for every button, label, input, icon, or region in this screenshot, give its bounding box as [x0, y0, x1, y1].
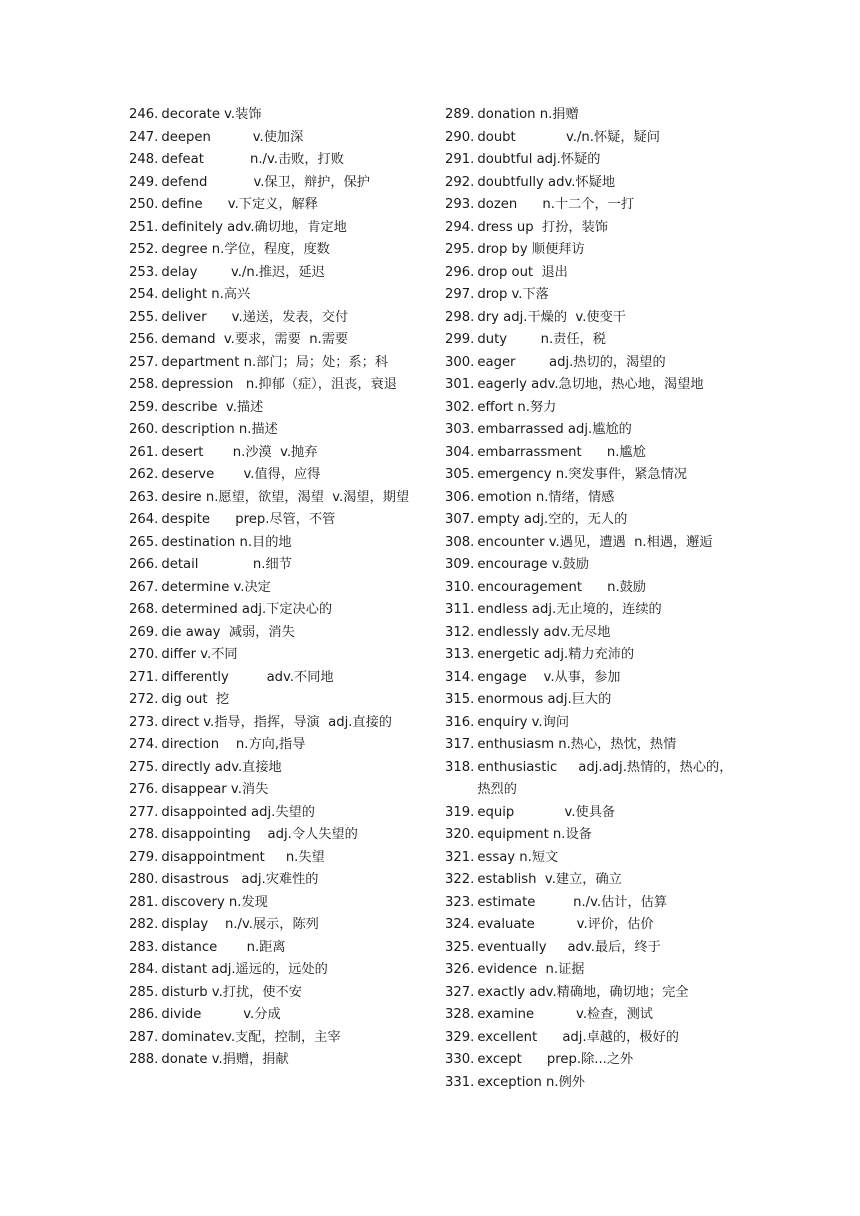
entry-text: discovery n.发现	[161, 894, 268, 910]
entry-text: doubtfully adv.怀疑地	[477, 174, 616, 190]
entry-number: 293.	[445, 197, 475, 212]
entry-number: 311.	[445, 602, 475, 617]
vocab-entry	[129, 172, 429, 195]
vocab-entry	[445, 284, 745, 307]
vocab-entry	[445, 172, 745, 195]
entry-number: 262.	[129, 467, 159, 482]
entry-number: 290.	[445, 129, 475, 145]
entry-text: description n.描述	[161, 422, 278, 437]
vocab-entry	[445, 194, 745, 217]
vocab-entry	[445, 419, 745, 442]
vocab-entry	[129, 667, 429, 690]
entry-number: 304.	[445, 444, 475, 460]
vocab-entry	[129, 487, 429, 510]
entry-number: 295.	[445, 242, 475, 257]
entry-text: excellent adj.卓越的，极好的	[477, 1029, 679, 1045]
entry-number: 315.	[445, 692, 475, 707]
entry-text: defeat n./v.击败，打败	[161, 152, 344, 167]
vocab-entry	[129, 397, 429, 420]
entry-number: 329.	[445, 1029, 475, 1045]
vocab-entry	[445, 442, 745, 465]
entry-number: 285.	[129, 984, 159, 1000]
entry-text: donation n.捐赠	[477, 107, 579, 122]
right-column	[445, 104, 745, 1094]
entry-text: divide v.分成	[161, 1007, 281, 1022]
vocab-entry	[129, 914, 429, 937]
entry-number: 297.	[445, 287, 475, 302]
entry-number: 291.	[445, 152, 475, 167]
vocab-entry	[129, 599, 429, 622]
entry-text: delight n.高兴	[161, 287, 251, 302]
entry-number: 274.	[129, 737, 159, 752]
entry-number: 247.	[129, 129, 159, 145]
entry-number: 270.	[129, 647, 159, 662]
vocab-entry	[445, 329, 745, 352]
entry-text: direct v.指导，指挥，导演 adj.直接的	[161, 714, 392, 730]
entry-number: 287.	[129, 1029, 159, 1045]
vocab-entry	[445, 127, 745, 150]
entry-text: enormous adj.巨大的	[477, 692, 612, 707]
entry-number: 284.	[129, 962, 159, 977]
vocab-entry	[129, 329, 429, 352]
vocab-entry	[445, 554, 745, 577]
entry-number: 273.	[129, 714, 159, 730]
entry-text: exactly adv.精确地，确切地；完全	[477, 984, 689, 1000]
vocab-entry	[445, 1072, 745, 1095]
entry-text: desire n.愿望，欲望，渴望 v.渴望，期望	[161, 489, 410, 505]
vocab-entry	[129, 847, 429, 870]
vocab-entry	[129, 982, 429, 1005]
entry-number: 303.	[445, 422, 475, 437]
entry-number: 323.	[445, 894, 475, 910]
entry-number: 326.	[445, 962, 475, 977]
vocab-entry	[129, 869, 429, 892]
entry-text: describe v.描述	[161, 399, 264, 415]
entry-number: 308.	[445, 534, 475, 550]
entry-text: drop by 顺便拜访	[477, 242, 585, 257]
vocab-entry	[445, 1027, 745, 1050]
entry-number: 312.	[445, 624, 475, 640]
entry-number: 313.	[445, 647, 475, 662]
entry-text: disappointment n.失望	[161, 849, 325, 865]
entry-text: enquiry v.询问	[477, 714, 570, 730]
entry-number: 283.	[129, 939, 159, 955]
vocab-entry	[129, 802, 429, 825]
entry-text: estimate n./v.估计，估算	[477, 894, 668, 910]
entry-text: essay n.短文	[477, 849, 559, 865]
entry-number: 298.	[445, 309, 475, 325]
entry-number: 254.	[129, 287, 159, 302]
entry-number: 328.	[445, 1007, 475, 1022]
entry-number: 320.	[445, 827, 475, 842]
entry-text: except prep.除...之外	[477, 1052, 634, 1067]
vocab-entry	[445, 397, 745, 420]
entry-number: 251.	[129, 219, 159, 235]
vocab-entry	[445, 712, 745, 735]
entry-number: 294.	[445, 219, 475, 235]
entry-text: doubt v./n.怀疑，疑问	[477, 129, 660, 145]
entry-text: encounter v.遇见，遭遇 n.相遇，邂逅	[477, 534, 713, 550]
entry-number: 322.	[445, 872, 475, 887]
entry-text: distance n.距离	[161, 939, 286, 955]
vocab-entry	[445, 217, 745, 240]
entry-number: 280.	[129, 872, 159, 887]
vocab-entry	[445, 757, 745, 802]
entry-text: delay v./n.推迟，延迟	[161, 264, 325, 280]
vocab-entry	[129, 622, 429, 645]
entry-number: 276.	[129, 782, 159, 797]
entry-text: distant adj.遥远的，远处的	[161, 962, 328, 977]
entry-text: establish v.建立，确立	[477, 872, 622, 887]
entry-number: 314.	[445, 669, 475, 685]
entry-text: die away 减弱，消失	[161, 624, 295, 640]
vocab-entry	[129, 577, 429, 600]
entry-text: display n./v.展示，陈列	[161, 917, 319, 932]
entry-number: 252.	[129, 242, 159, 257]
entry-text: defend v.保卫，辩护，保护	[161, 174, 370, 190]
vocab-entry	[445, 982, 745, 1005]
entry-text: destination n.目的地	[161, 534, 292, 550]
entry-number: 307.	[445, 512, 475, 527]
vocab-entry	[445, 847, 745, 870]
entry-text: eventually adv.最后，终于	[477, 939, 661, 955]
entry-text: disappear v.消失	[161, 782, 269, 797]
entry-number: 271.	[129, 669, 159, 685]
entry-text: dry adj.干燥的 v.使变干	[477, 309, 626, 325]
entry-number: 267.	[129, 579, 159, 595]
entry-number: 324.	[445, 917, 475, 932]
entry-text: enthusiastic adj.adj.热情的，热心的，热烈的	[477, 759, 733, 797]
entry-text: disastrous adj.灾难性的	[161, 872, 319, 887]
entry-text: empty adj.空的，无人的	[477, 512, 628, 527]
entry-number: 288.	[129, 1052, 159, 1067]
entry-number: 301.	[445, 377, 475, 392]
vocab-entry	[129, 509, 429, 532]
entry-number: 256.	[129, 332, 159, 347]
entry-text: equipment n.设备	[477, 827, 592, 842]
entry-number: 275.	[129, 759, 159, 775]
entry-text: decorate v.装饰	[161, 107, 262, 122]
left-column	[129, 104, 429, 1072]
entry-number: 289.	[445, 107, 475, 122]
vocab-entry	[129, 104, 429, 127]
entry-text: desert n.沙漠 v.抛弃	[161, 444, 318, 460]
vocab-entry	[445, 374, 745, 397]
vocab-entry	[129, 689, 429, 712]
entry-text: directly adv.直接地	[161, 759, 282, 775]
entry-number: 266.	[129, 557, 159, 572]
vocab-entry	[445, 352, 745, 375]
vocab-entry	[129, 734, 429, 757]
vocab-entry	[129, 442, 429, 465]
entry-text: eagerly adv.急切地，热心地，渴望地	[477, 377, 704, 392]
vocab-entry	[445, 802, 745, 825]
vocab-entry	[445, 892, 745, 915]
entry-text: deserve v.值得，应得	[161, 467, 321, 482]
entry-number: 264.	[129, 512, 159, 527]
vocab-entry	[129, 824, 429, 847]
entry-number: 259.	[129, 399, 159, 415]
entry-number: 258.	[129, 377, 159, 392]
vocab-entry	[129, 352, 429, 375]
entry-text: evaluate v.评价，估价	[477, 917, 654, 932]
vocab-entry	[129, 307, 429, 330]
entry-number: 253.	[129, 264, 159, 280]
entry-text: direction n.方向,指导	[161, 737, 306, 752]
vocab-entry	[129, 127, 429, 150]
vocab-entry	[445, 509, 745, 532]
entry-number: 246.	[129, 107, 159, 122]
entry-text: enthusiasm n.热心，热忱，热情	[477, 737, 677, 752]
entry-number: 257.	[129, 354, 159, 370]
entry-number: 286.	[129, 1007, 159, 1022]
entry-text: differ v.不同	[161, 647, 238, 662]
vocab-entry	[129, 194, 429, 217]
vocab-entry	[445, 644, 745, 667]
entry-text: differently adv.不同地	[161, 669, 334, 685]
vocab-entry	[445, 239, 745, 262]
entry-text: examine v.检查，测试	[477, 1007, 653, 1022]
entry-text: embarrassed adj.尴尬的	[477, 422, 632, 437]
entry-number: 306.	[445, 489, 475, 505]
entry-text: determine v.决定	[161, 579, 271, 595]
entry-number: 296.	[445, 264, 475, 280]
entry-text: donate v.捐赠，捐献	[161, 1052, 289, 1067]
vocab-entry	[445, 937, 745, 960]
vocab-entry	[445, 464, 745, 487]
entry-number: 279.	[129, 849, 159, 865]
entry-text: disappointed adj.失望的	[161, 804, 315, 820]
entry-number: 316.	[445, 714, 475, 730]
vocab-entry	[129, 239, 429, 262]
entry-text: energetic adj.精力充沛的	[477, 647, 635, 662]
entry-text: dozen n.十二个，一打	[477, 197, 635, 212]
entry-number: 317.	[445, 737, 475, 752]
vocab-entry	[129, 217, 429, 240]
vocab-entry	[129, 464, 429, 487]
entry-text: drop out 退出	[477, 264, 568, 280]
entry-number: 250.	[129, 197, 159, 212]
vocab-entry	[445, 667, 745, 690]
vocab-entry	[445, 149, 745, 172]
entry-number: 302.	[445, 399, 475, 415]
entry-text: department n.部门；局；处；系；科	[161, 354, 389, 370]
vocab-entry	[445, 487, 745, 510]
vocab-entry	[129, 284, 429, 307]
vocab-entry	[129, 779, 429, 802]
entry-text: disturb v.打扰，使不安	[161, 984, 302, 1000]
entry-number: 261.	[129, 444, 159, 460]
entry-text: depression n.抑郁（症），沮丧，衰退	[161, 377, 397, 392]
vocab-entry	[129, 554, 429, 577]
entry-number: 278.	[129, 827, 159, 842]
entry-text: despite prep.尽管，不管	[161, 512, 336, 527]
entry-number: 248.	[129, 152, 159, 167]
entry-number: 327.	[445, 984, 475, 1000]
entry-text: equip v.使具备	[477, 804, 616, 820]
entry-number: 319.	[445, 804, 475, 820]
vocab-entry	[445, 532, 745, 555]
vocab-entry	[445, 869, 745, 892]
entry-number: 331.	[445, 1074, 475, 1090]
entry-text: drop v.下落	[477, 287, 549, 302]
entry-number: 299.	[445, 332, 475, 347]
entry-number: 292.	[445, 174, 475, 190]
entry-number: 325.	[445, 939, 475, 955]
entry-text: dress up 打扮，装饰	[477, 219, 608, 235]
vocab-entry	[129, 959, 429, 982]
entry-number: 310.	[445, 579, 475, 595]
vocab-entry	[129, 532, 429, 555]
entry-text: disappointing adj.令人失望的	[161, 827, 358, 842]
entry-text: emergency n.突发事件，紧急情况	[477, 467, 687, 482]
vocab-entry	[129, 1049, 429, 1072]
entry-text: encourage v.鼓励	[477, 557, 590, 572]
vocab-entry	[129, 892, 429, 915]
entry-text: define v.下定义，解释	[161, 197, 318, 212]
entry-number: 321.	[445, 849, 475, 865]
vocab-entry	[129, 262, 429, 285]
entry-number: 265.	[129, 534, 159, 550]
vocab-entry	[445, 599, 745, 622]
entry-text: definitely adv.确切地，肯定地	[161, 219, 347, 235]
vocab-entry	[445, 622, 745, 645]
entry-number: 255.	[129, 309, 159, 325]
vocab-entry	[445, 914, 745, 937]
vocab-entry	[445, 262, 745, 285]
entry-text: endless adj.无止境的，连续的	[477, 602, 662, 617]
vocab-entry	[129, 149, 429, 172]
entry-text: degree n.学位，程度，度数	[161, 242, 330, 257]
vocab-entry	[129, 374, 429, 397]
vocab-entry	[129, 1004, 429, 1027]
vocab-entry	[129, 644, 429, 667]
entry-number: 318.	[445, 759, 475, 775]
entry-text: doubtful adj.怀疑的	[477, 152, 601, 167]
vocab-entry	[445, 959, 745, 982]
entry-number: 277.	[129, 804, 159, 820]
entry-number: 249.	[129, 174, 159, 190]
entry-text: eager adj.热切的，渴望的	[477, 354, 666, 370]
entry-text: deliver v.递送，发表，交付	[161, 309, 349, 325]
vocab-entry	[445, 577, 745, 600]
entry-number: 282.	[129, 917, 159, 932]
entry-number: 260.	[129, 422, 159, 437]
entry-text: endlessly adv.无尽地	[477, 624, 611, 640]
entry-number: 309.	[445, 557, 475, 572]
vocab-entry	[445, 1049, 745, 1072]
vocab-entry	[445, 1004, 745, 1027]
entry-number: 305.	[445, 467, 475, 482]
entry-number: 272.	[129, 692, 159, 707]
entry-text: dominatev.支配，控制，主宰	[161, 1029, 341, 1045]
vocab-entry	[129, 937, 429, 960]
entry-text: exception n.例外	[477, 1074, 585, 1090]
vocab-entry	[445, 689, 745, 712]
vocab-entry	[129, 419, 429, 442]
entry-text: dig out 挖	[161, 692, 230, 707]
vocab-entry	[129, 712, 429, 735]
entry-number: 268.	[129, 602, 159, 617]
entry-text: engage v.从事，参加	[477, 669, 621, 685]
entry-text: detail n.细节	[161, 557, 292, 572]
vocab-entry	[445, 307, 745, 330]
vocab-entry	[445, 734, 745, 757]
entry-text: effort n.努力	[477, 399, 557, 415]
vocab-entry	[129, 1027, 429, 1050]
vocab-entry	[445, 104, 745, 127]
entry-number: 300.	[445, 354, 475, 370]
vocab-entry	[445, 824, 745, 847]
vocab-entry	[129, 757, 429, 780]
entry-text: deepen v.使加深	[161, 129, 304, 145]
entry-number: 269.	[129, 624, 159, 640]
entry-text: evidence n.证据	[477, 962, 585, 977]
entry-text: demand v.要求，需要 n.需要	[161, 332, 349, 347]
entry-text: embarrassment n.尴尬	[477, 444, 646, 460]
entry-text: duty n.责任，税	[477, 332, 606, 347]
entry-number: 330.	[445, 1052, 475, 1067]
entry-number: 281.	[129, 894, 159, 910]
entry-text: determined adj.下定决心的	[161, 602, 333, 617]
entry-number: 263.	[129, 489, 159, 505]
entry-text: emotion n.情绪，情感	[477, 489, 615, 505]
entry-text: encouragement n.鼓励	[477, 579, 647, 595]
